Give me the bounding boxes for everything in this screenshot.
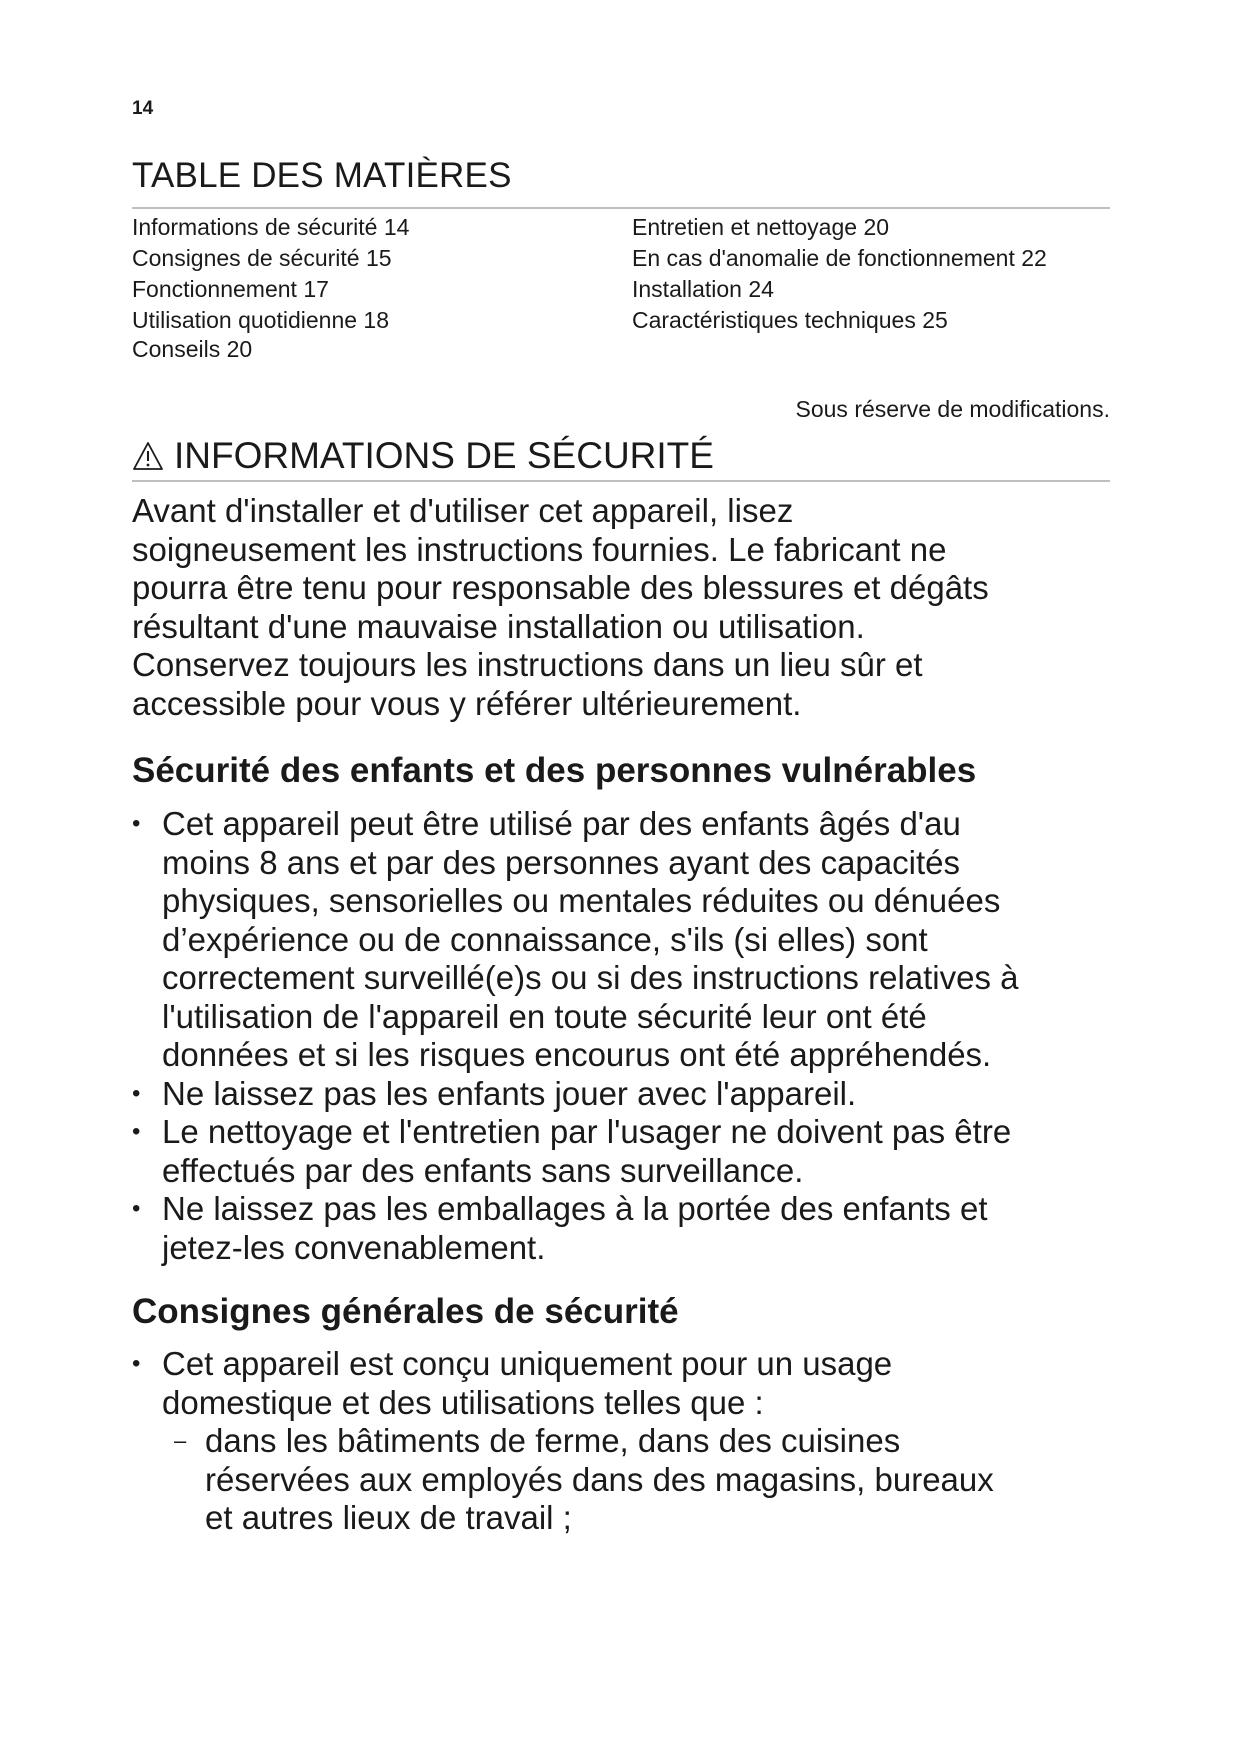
safety-section-title-text: INFORMATIONS DE SÉCURITÉ [174,435,714,476]
children-safety-heading: Sécurité des enfants et des personnes vulnérables [132,751,977,790]
list-item-line: d’expérience ou de connaissance, s'ils (si elles) sont [162,920,928,958]
warning-triangle-icon [132,441,164,471]
page-number: 14 [132,98,154,119]
list-item [132,1345,1110,1422]
list-item-line: correctement surveillé(e)s ou si des instructions relatives à [162,959,1019,996]
toc-right-column [632,212,1047,336]
intro-line: Conservez toujours les instructions dans un lieu sûr et [132,646,923,683]
children-safety-list [132,805,1110,1267]
toc-entry-hints[interactable]: Conseils 20 [132,336,253,362]
toc-entry-safety-instructions[interactable]: Consignes de sécurité 15 [132,245,392,271]
list-item [132,1190,1110,1267]
intro-line: Avant d'installer et d'utiliser cet appareil, lisez [132,492,794,529]
intro-line: pourra être tenu pour responsable des blessures et dégâts [132,569,989,606]
safety-intro-paragraph [132,492,1110,723]
list-item-line: physiques, sensorielles ou mentales réduites ou dénuées [162,882,1001,919]
list-item-line: Cet appareil peut être utilisé par des enfants âgés d'au [162,805,961,842]
general-safety-list [132,1345,1110,1538]
list-item-line: Ne laissez pas les emballages à la portée des enfants et [162,1190,988,1227]
list-item [132,805,1110,1075]
sub-list-item [162,1422,1110,1538]
bullet-marker: • [132,1079,141,1107]
toc-entry-safety-info[interactable]: Informations de sécurité 14 [132,214,410,240]
general-safety-heading: Consignes générales de sécurité [132,1292,679,1331]
bullet-marker: • [132,1195,141,1222]
toc-entry-operation[interactable]: Fonctionnement 17 [132,276,329,302]
list-item [132,1113,1110,1190]
intro-line: accessible pour vous y référer ultérieurement. [132,684,802,722]
safety-divider [132,480,1110,482]
toc-divider [132,207,1110,209]
toc-entry-technical-data[interactable]: Caractéristiques techniques 25 [632,307,948,333]
list-item [132,1075,1110,1114]
toc-entry-troubleshooting[interactable]: En cas d'anomalie de fonctionnement 22 [632,245,1047,271]
list-item-line: Cet appareil est conçu uniquement pour un usage [162,1345,893,1382]
list-item-line: effectués par des enfants sans surveillance. [162,1151,804,1189]
toc-entry-care-cleaning[interactable]: Entretien et nettoyage 20 [632,214,890,240]
toc-entry-daily-use[interactable]: Utilisation quotidienne 18 [132,307,390,333]
list-item-line: l'utilisation de l'appareil en toute sécurité leur ont été [162,997,927,1035]
sub-list-item-line: dans les bâtiments de ferme, dans des cuisines [205,1422,901,1459]
safety-section-title [132,437,714,474]
bullet-marker: • [132,1350,141,1377]
list-item-line: jetez-les convenablement. [162,1228,546,1266]
toc-left-column [132,212,409,363]
list-item-line: Ne laissez pas les enfants jouer avec l'appareil. [162,1074,857,1112]
sub-list-item-line: et autres lieux de travail ; [205,1499,572,1536]
list-item-line: données et si les risques encourus ont été appréhendés. [162,1036,992,1073]
list-item-line: Le nettoyage et l'entretien par l'usager ne doivent pas être [162,1113,1012,1150]
bullet-marker: • [132,1118,141,1145]
intro-line: résultant d'une mauvaise installation ou utilisation. [132,607,865,645]
disclaimer: Sous réserve de modifications. [795,396,1110,422]
list-item-line: domestique et des utilisations telles que : [162,1383,764,1421]
toc-entry-installation[interactable]: Installation 24 [632,276,774,302]
toc-title: TABLE DES MATIÈRES [132,156,512,195]
sub-list-item-line: réservées aux employés dans des magasins, bureaux [205,1460,994,1498]
bullet-marker: • [132,810,141,837]
list-item-line: moins 8 ans et par des personnes ayant des capacités [162,843,960,881]
intro-line: soigneusement les instructions fournies. Le fabricant ne [132,530,947,568]
dash-marker: – [174,1428,187,1453]
